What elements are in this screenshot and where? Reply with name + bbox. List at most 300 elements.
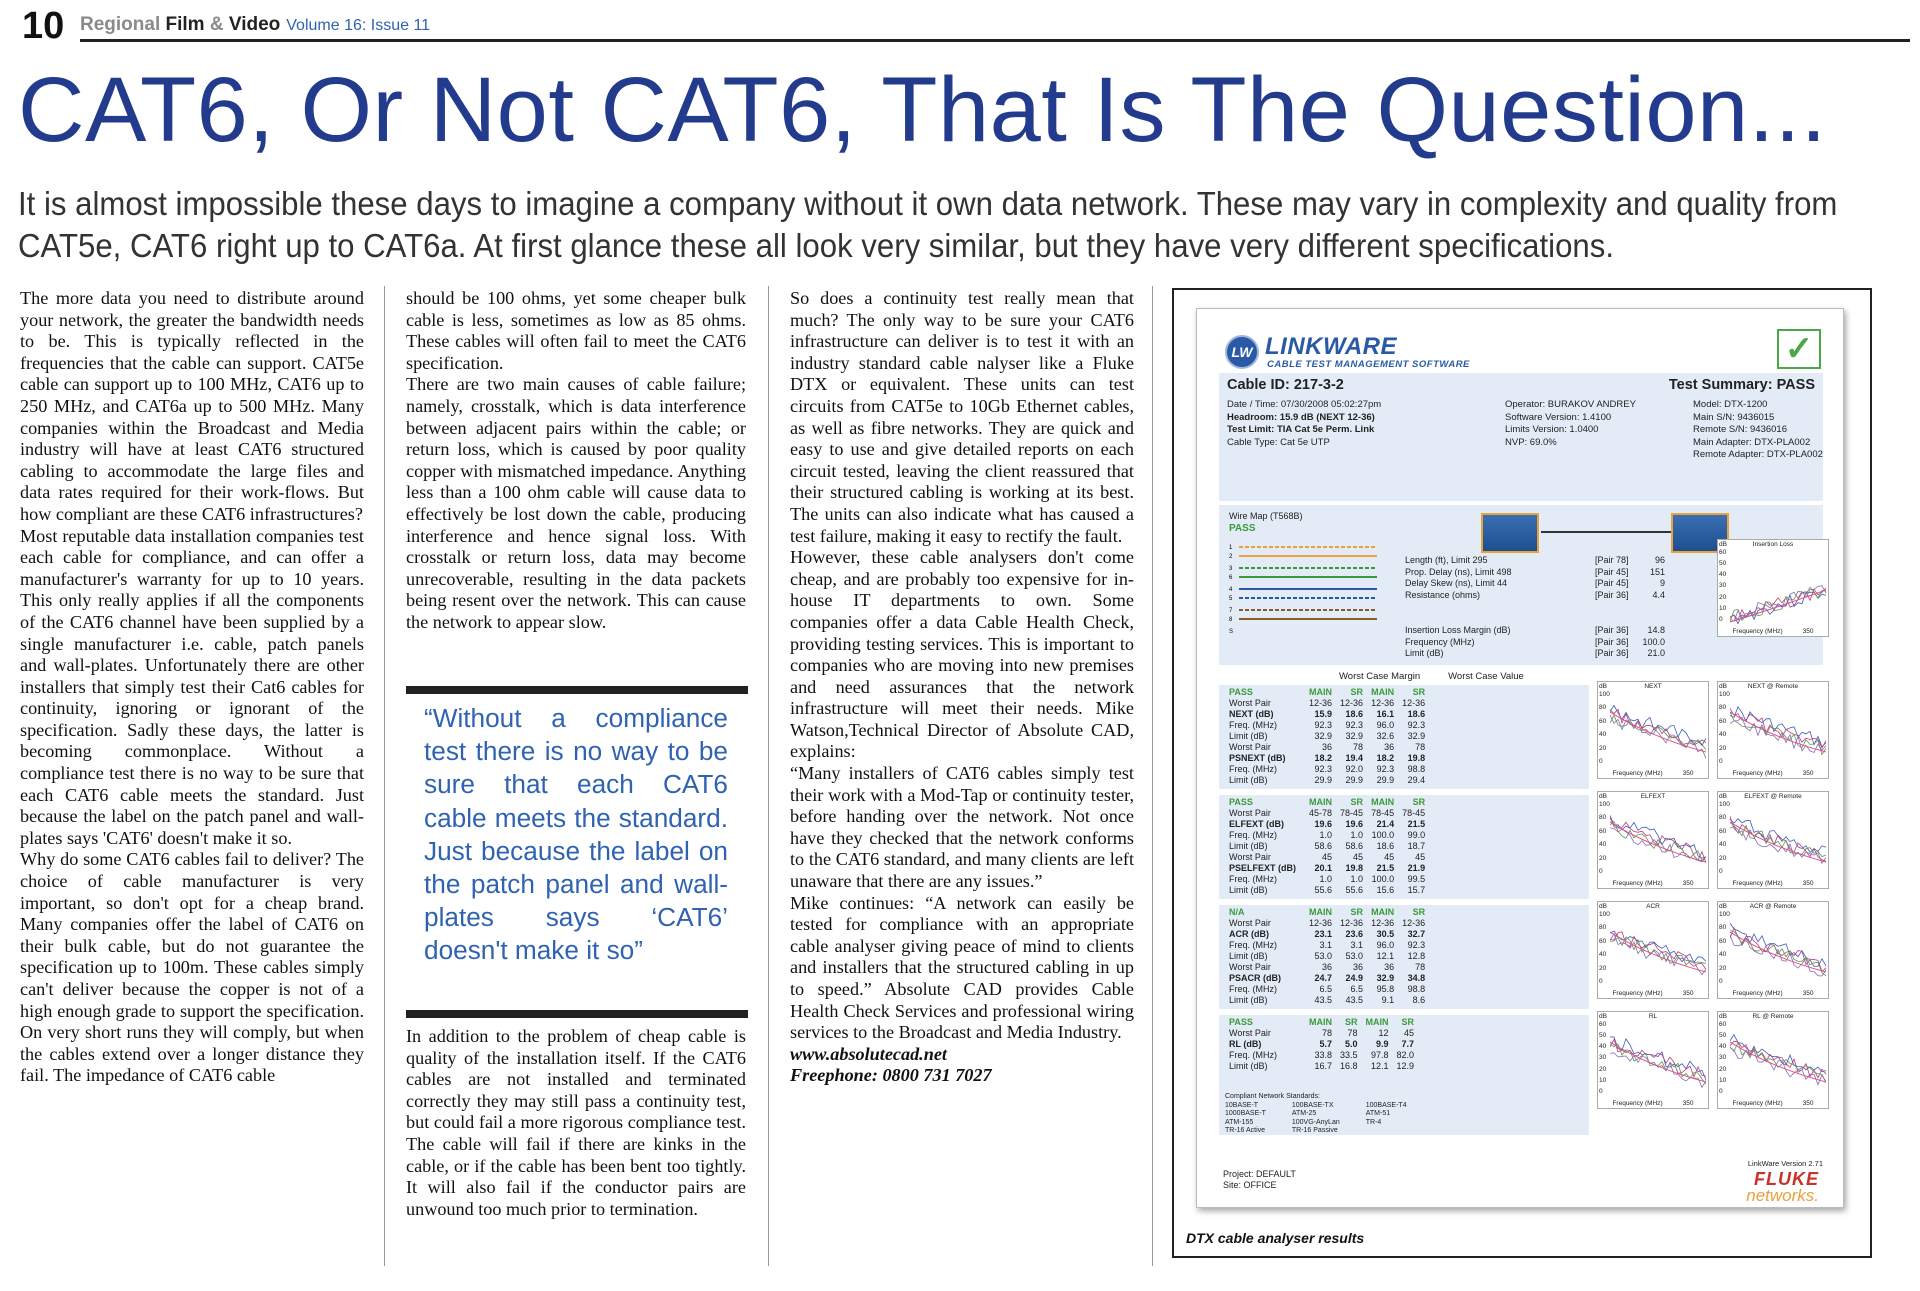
table-cell: 29.4	[1407, 775, 1426, 785]
table-cell: SR	[1350, 687, 1364, 697]
table-row	[1225, 918, 1429, 929]
chart-ytick: 60	[1599, 937, 1607, 945]
summary-line: Limits Version: 1.0400	[1505, 424, 1599, 435]
site-name: Site: OFFICE	[1223, 1180, 1277, 1190]
chart-ytick: 0	[1719, 1087, 1723, 1095]
summary-line: Operator: BURAKOV ANDREY	[1505, 399, 1636, 410]
table-cell: 100.0	[1371, 830, 1395, 840]
table-cell: MAIN	[1371, 687, 1395, 697]
paragraph: Why do some CAT6 cables fail to deliver? The choice of cable manufacturer is very important, so don't opt for a cheap brand. Many companies offer the label of CAT6 on their bulk cable, but do not guarantee the specification up to 100m. These cables simply can't deliver because the copper is not of a high enough grade to support the specification. On very short runs they will comply, but when the cables extend over a longer distance they fail. The impedance of CAT6 cable	[20, 849, 364, 1086]
table-cell: 45	[1415, 852, 1426, 862]
chart-title: ELFEXT	[1640, 793, 1666, 800]
stat-row: Length (ft), Limit 295 [Pair 78] 96	[1405, 555, 1665, 565]
chart-xlabel: Frequency (MHz) 350	[1732, 628, 1814, 635]
chart-ytick: 0	[1719, 977, 1723, 985]
chart-ytick: 60	[1719, 549, 1727, 556]
fluke-networks-logo	[1746, 1169, 1819, 1206]
table-cell: SR	[1345, 1017, 1358, 1027]
table-cell: 24.9	[1345, 973, 1364, 983]
chart-series-line	[1610, 705, 1706, 745]
table-cell: SR	[1350, 907, 1364, 917]
summary-line: Test Limit: TIA Cat 5e Perm. Link	[1227, 424, 1375, 435]
table-cell: Limit (dB)	[1229, 731, 1268, 741]
table-cell: Freq. (MHz)	[1229, 830, 1277, 840]
pin-label: 7	[1229, 608, 1233, 614]
table-cell: 92.3	[1314, 720, 1333, 730]
chart-yunit: dB	[1719, 541, 1727, 548]
table-cell: RL (dB)	[1229, 1039, 1262, 1049]
pin-label: 3	[1229, 566, 1233, 572]
table-cell: 82.0	[1396, 1050, 1415, 1060]
table-headers	[1339, 671, 1524, 682]
table-cell: 98.8	[1407, 984, 1426, 994]
table-row	[1225, 819, 1429, 830]
linkware-report	[1196, 308, 1844, 1208]
chart-ytick: 80	[1599, 704, 1607, 712]
chart-ytick: 10	[1719, 1076, 1727, 1084]
chart-series-line	[1610, 1037, 1706, 1080]
standards-title: Compliant Network Standards:	[1225, 1093, 1320, 1100]
project-name: Project: DEFAULT	[1223, 1169, 1296, 1179]
chart-insertion-loss	[1717, 539, 1829, 637]
table-cell: 78	[1353, 742, 1364, 752]
table-cell: 99.5	[1407, 874, 1426, 884]
table-cell: 12.8	[1407, 951, 1426, 961]
table-cell: Worst Pair	[1229, 852, 1271, 862]
chart-ytick: 80	[1599, 924, 1607, 932]
table-cell: 78	[1347, 1028, 1358, 1038]
table-cell: 5.0	[1345, 1039, 1358, 1049]
chart-ytick: 0	[1599, 867, 1603, 875]
chart-xlabel: Frequency (MHz) 350	[1612, 770, 1694, 777]
paragraph: So does a continuity test really mean that much? The only way to be sure your CAT6 infrastructure can deliver is to test it with an industry standard cable nalyser like a Fluke DTX or equivalent. These units can test circuits from CAT5e to 10Gb Ethernet cables, as well as fibre networks. They are quick and easy to use and give detailed reports on each circuit tested, leaving the client reassured that their structured cabling is working at its best. The units can also indicate what has caused a test failure, making it easy to rectify the fault.	[790, 288, 1134, 546]
main-tester-icon	[1481, 513, 1539, 553]
chart-series-line	[1730, 1042, 1826, 1082]
chart-xlabel: Frequency (MHz) 350	[1732, 990, 1814, 997]
chart-ytick: 40	[1599, 731, 1607, 739]
summary-left	[1227, 399, 1381, 449]
chart-plot	[1730, 912, 1826, 986]
cable-link	[1541, 531, 1671, 533]
table-cell: Limit (dB)	[1229, 951, 1268, 961]
chart-xlabel: Frequency (MHz) 350	[1732, 1100, 1814, 1107]
chart-title: Insertion Loss	[1752, 541, 1794, 548]
wire-stats	[1405, 555, 1665, 601]
table-cell: 16.8	[1340, 1061, 1358, 1071]
chart-series-line	[1730, 717, 1826, 752]
chart-plot	[1610, 1022, 1706, 1096]
table-cell: 1.0	[1319, 874, 1333, 884]
table-cell: 21.5	[1376, 863, 1395, 873]
table-cell: MAIN	[1309, 907, 1333, 917]
pin-label: 8	[1229, 617, 1233, 623]
pin-label: S	[1229, 629, 1234, 635]
table-cell: 55.6	[1345, 885, 1364, 895]
col-header: Worst Case Margin	[1339, 671, 1421, 682]
chart-elfext	[1597, 791, 1709, 889]
wire-map-title: Wire Map (T568B)	[1229, 511, 1303, 521]
table-row	[1225, 1061, 1418, 1072]
table-row	[1225, 929, 1429, 940]
table-cell: 15.9	[1314, 709, 1333, 719]
table-cell: 92.3	[1407, 940, 1426, 950]
table-cell: Worst Pair	[1229, 698, 1271, 708]
table-cell: MAIN	[1309, 1017, 1332, 1027]
summary-line: Software Version: 1.4100	[1505, 411, 1612, 423]
table-row	[1225, 709, 1429, 720]
result-block-elfext	[1219, 795, 1589, 899]
paragraph: should be 100 ohms, yet some cheaper bulk cable is less, sometimes as low as 85 ohms. These cables will often fail to meet the CAT6 specification.	[406, 288, 746, 373]
table-cell: Worst Pair	[1229, 808, 1271, 818]
chart-ytick: 100	[1719, 911, 1730, 918]
page-number: 10	[22, 5, 65, 47]
table-cell: 53.0	[1345, 951, 1364, 961]
chart-ytick: 20	[1599, 1065, 1607, 1073]
table-row	[1225, 940, 1429, 951]
table-cell: 18.6	[1407, 709, 1426, 719]
table-cell: Worst Pair	[1229, 742, 1271, 752]
pin-label: 2	[1229, 554, 1233, 560]
chart-yunit: dB	[1599, 1013, 1607, 1020]
table-cell: 98.8	[1407, 764, 1426, 774]
table-cell: PASS	[1229, 687, 1253, 697]
summary-right	[1693, 399, 1823, 462]
table-cell: 32.9	[1314, 731, 1333, 741]
table-cell: 12-36	[1340, 698, 1364, 708]
chart-ytick: 50	[1599, 1032, 1607, 1040]
fluke-wordmark: FLUKE	[1754, 1169, 1819, 1189]
chart-limit-line	[1610, 932, 1706, 972]
chart-ytick: 40	[1599, 951, 1607, 959]
table-cell: 15.6	[1376, 885, 1395, 895]
table-cell: Limit (dB)	[1229, 841, 1268, 851]
paragraph: The more data you need to distribute around your network, the greater the bandwidth needs to be. This is typically reflected in the frequencies that the cable can support. CAT5e cable can support up to 100 MHz, CAT6 up to 250 MHz, and CAT6a up to 500 MHz. Many companies within the Broadcast and Media industry will have at least CAT6 structured cabling to accommodate the large files and data rates required for their work-flows. But how compliant are these CAT6 infrastructures?	[20, 288, 364, 524]
table-cell: PSELFEXT (dB)	[1229, 863, 1296, 873]
chart-rl	[1597, 1011, 1709, 1109]
table-cell: 78-45	[1371, 808, 1395, 818]
table-cell: 12-36	[1340, 918, 1364, 928]
table-cell: 18.6	[1376, 841, 1395, 851]
linkware-brand: LINKWARE	[1265, 333, 1397, 360]
table-cell: 21.9	[1407, 863, 1426, 873]
chart-limit-line	[1730, 932, 1826, 972]
chart-plot	[1610, 692, 1706, 766]
table-cell: 53.0	[1314, 951, 1333, 961]
insertion-stats	[1405, 625, 1665, 660]
summary-line: Headroom: 15.9 dB (NEXT 12-36)	[1227, 411, 1375, 423]
chart-ytick: 100	[1719, 801, 1730, 808]
table-cell: 19.6	[1314, 819, 1333, 829]
chart-ytick: 60	[1599, 717, 1607, 725]
chart-xlabel: Frequency (MHz) 350	[1612, 990, 1694, 997]
chart-ytick: 40	[1719, 1043, 1727, 1051]
table-cell: 32.7	[1407, 929, 1426, 939]
table-cell: 32.6	[1376, 731, 1395, 741]
table-cell: PSNEXT (dB)	[1229, 753, 1286, 763]
test-summary-status: Test Summary: PASS	[1668, 377, 1815, 393]
chart-ytick: 40	[1719, 571, 1727, 579]
table-cell: 15.7	[1407, 885, 1426, 895]
table-cell: Freq. (MHz)	[1229, 720, 1277, 730]
table-cell: 78-45	[1340, 808, 1364, 818]
table-cell: Freq. (MHz)	[1229, 984, 1277, 994]
chart-title: RL	[1648, 1013, 1658, 1020]
table-cell: 43.5	[1345, 995, 1364, 1005]
headline: CAT6, Or Not CAT6, That Is The Question...	[18, 59, 1827, 161]
table-cell: 12-36	[1309, 918, 1333, 928]
table-row	[1225, 830, 1429, 841]
paragraph: There are two main causes of cable failure; namely, crosstalk, which is data interference between adjacent pairs within the cable; or return loss, which is caused by poor quality copper with mismatched impedance. Anything less than a 100 ohm cable will cause data to effectively be lost down the cable, producing interference and hence signal loss. With crosstalk or return loss, data may become unrecoverable, resulting in the data packets being resent over the network. This can cause the network to appear slow.	[406, 374, 746, 632]
column-rule-1	[384, 286, 385, 1266]
table-cell: 23.1	[1314, 929, 1333, 939]
table-cell: 18.2	[1314, 753, 1333, 763]
summary-line: Cable Type: Cat 5e UTP	[1227, 436, 1330, 448]
chart-ytick: 0	[1719, 757, 1723, 765]
table-cell: Freq. (MHz)	[1229, 764, 1277, 774]
pin-label: 4	[1229, 587, 1233, 593]
result-block-next	[1219, 671, 1589, 789]
chart-title: NEXT @ Remote	[1747, 683, 1799, 690]
linkware-version: LinkWare Version 2.71	[1747, 1159, 1823, 1168]
paragraph: Most reputable data installation companies test each cable for compliance, and can offer a manufacturer's warranty for up to 10 years. This only really applies if all the components of the CAT6 channel have been supplied by a single manufacturer i.e. cable, patch panels and wall-plates. Unfortunately there are other installers that simply test their Cat6 cables for continuity, ignoring or ignorant of the specification. Sadly these days, the latter is becoming commonplace. Without a compliance test there is no way to be sure that each CAT6 cable meets the standard. Just because the label on the patch panel and wall-plates says 'CAT6' doesn't make it so.	[20, 525, 364, 848]
table-cell: 29.9	[1314, 775, 1333, 785]
table-cell: 78	[1415, 742, 1426, 752]
chart-ytick: 0	[1599, 1087, 1603, 1095]
website-link[interactable]: www.absolutecad.net	[790, 1043, 947, 1064]
pub-video: Video	[228, 14, 281, 35]
table-cell: Limit (dB)	[1229, 885, 1268, 895]
pub-amp: &	[204, 14, 229, 35]
figure-caption: DTX cable analyser results	[1186, 1230, 1365, 1246]
table-cell: Freq. (MHz)	[1229, 940, 1277, 950]
chart-series-line	[1610, 932, 1706, 970]
summary-line: Model: DTX-1200	[1693, 399, 1768, 410]
chart-title: RL @ Remote	[1752, 1013, 1794, 1020]
table-cell: 9.1	[1381, 995, 1395, 1005]
table-cell: Limit (dB)	[1229, 995, 1268, 1005]
chart-ytick: 20	[1599, 854, 1607, 862]
table-cell: 21.4	[1376, 819, 1395, 829]
pin-label: 6	[1229, 575, 1233, 581]
chart-rl-remote	[1717, 1011, 1829, 1109]
table-row	[1225, 951, 1429, 962]
table-row	[1225, 863, 1429, 874]
test-summary-panel	[1219, 373, 1823, 501]
table-cell: 45	[1384, 852, 1395, 862]
summary-line: Main S/N: 9436015	[1693, 411, 1775, 423]
table-row	[1225, 753, 1429, 764]
paragraph: Mike continues: “A network can easily be tested for compliance with an appropriate cable analyser giving peace of mind to clients and installers that the structured cabling in up to speed.” Absolute CAD provides Cable Health Check Services and professional wiring services to the Broadcast and Media Industry.	[790, 892, 1134, 1043]
chart-ytick: 20	[1719, 854, 1727, 862]
stat-row: Limit (dB) [Pair 36] 21.0	[1405, 648, 1665, 658]
chart-ytick: 0	[1599, 757, 1603, 765]
table-cell: 92.3	[1345, 720, 1364, 730]
chart-title: NEXT	[1644, 683, 1662, 690]
table-cell: 12-36	[1309, 698, 1333, 708]
table-row	[1225, 1050, 1418, 1061]
table-cell: 36	[1322, 962, 1333, 972]
chart-ytick: 60	[1719, 937, 1727, 945]
freephone-number: Freephone: 0800 731 7027	[790, 1065, 992, 1086]
table-row	[1225, 852, 1429, 863]
chart-elfext-remote	[1717, 791, 1829, 889]
chart-ytick: 30	[1599, 1054, 1607, 1062]
chart-xlabel: Frequency (MHz) 350	[1612, 880, 1694, 887]
chart-series-line	[1610, 815, 1706, 858]
table-cell: ELFEXT (dB)	[1229, 819, 1284, 829]
table-cell: Limit (dB)	[1229, 775, 1268, 785]
summary-line: Remote S/N: 9436016	[1693, 424, 1788, 435]
chart-ytick: 20	[1719, 593, 1727, 601]
chart-yunit: dB	[1599, 903, 1607, 910]
table-cell: MAIN	[1309, 687, 1333, 697]
table-cell: 12-36	[1371, 698, 1395, 708]
table-cell: 18.2	[1376, 753, 1395, 763]
table-cell: MAIN	[1371, 797, 1395, 807]
table-cell: 18.6	[1345, 709, 1364, 719]
chart-plot	[1730, 802, 1826, 876]
chart-ytick: 60	[1719, 827, 1727, 835]
table-cell: 29.9	[1376, 775, 1395, 785]
table-cell: 16.1	[1376, 709, 1395, 719]
table-cell: 30.5	[1376, 929, 1395, 939]
table-row	[1225, 885, 1429, 896]
table-cell: 19.4	[1345, 753, 1364, 763]
table-cell: 12-36	[1371, 918, 1395, 928]
chart-ytick: 20	[1719, 964, 1727, 972]
chart-ytick: 20	[1719, 1065, 1727, 1073]
table-cell: 24.7	[1314, 973, 1333, 983]
table-row	[1225, 797, 1429, 808]
table-cell: PASS	[1229, 797, 1253, 807]
compliant-standards: Compliant Network Standards: 10BASE-T 1000BASE-T ATM-155 TR-16 Active 100BASE-TX ATM-25 100VG-AnyLan TR-16 Passive 100BASE-T4 ATM-51 TR-4	[1225, 1093, 1407, 1135]
table-cell: 45-78	[1309, 808, 1333, 818]
chart-limit-line	[1730, 822, 1826, 862]
pull-quote-top-rule	[406, 686, 748, 694]
paragraph: However, these cable analysers don't come cheap, and are probably too expensive for in-house IT departments to own. Some companies offer a data Cable Health Check, providing testing services. This is important to companies who are moving into new premises and need assurances that the network infrastructure will meet their needs. Mike Watson,Technical Director of Absolute CAD, explains:	[790, 547, 1134, 762]
chart-ytick: 20	[1599, 744, 1607, 752]
chart-yunit: dB	[1599, 683, 1607, 690]
summary-line: Remote Adapter: DTX-PLA002	[1693, 449, 1823, 460]
pull-quote-bottom-rule	[406, 1010, 748, 1018]
chart-ytick: 80	[1719, 704, 1727, 712]
chart-ytick: 40	[1719, 841, 1727, 849]
chart-plot	[1730, 692, 1826, 766]
table-cell: MAIN	[1371, 907, 1395, 917]
wire-map-diagram	[1227, 541, 1387, 641]
chart-ytick: 60	[1719, 717, 1727, 725]
table-row	[1225, 775, 1429, 786]
article-column-1	[20, 288, 364, 1087]
table-row	[1225, 973, 1429, 984]
table-cell: 58.6	[1314, 841, 1333, 851]
table-cell: SR	[1350, 797, 1364, 807]
chart-ytick: 20	[1719, 744, 1727, 752]
pub-regional: Regional	[80, 14, 166, 35]
table-cell: SR	[1412, 797, 1426, 807]
pull-quote: “Without a compliance test there is no way to be sure that each CAT6 cable meets the standard. Just because the label on the patch panel and wall-plates says ‘CAT6’ doesn't make it so”	[424, 703, 728, 966]
chart-ytick: 100	[1719, 691, 1730, 698]
table-cell: 55.6	[1314, 885, 1333, 895]
pin-label: 1	[1229, 545, 1233, 551]
chart-ytick: 50	[1719, 1032, 1727, 1040]
table-cell: 99.0	[1407, 830, 1426, 840]
chart-ytick: 40	[1599, 841, 1607, 849]
wire-map-pass: PASS	[1229, 523, 1256, 534]
chart-plot	[1610, 912, 1706, 986]
table-cell: 12-36	[1402, 698, 1426, 708]
table-cell: Limit (dB)	[1229, 1061, 1268, 1071]
chart-yunit: dB	[1599, 793, 1607, 800]
table-cell: SR	[1401, 1017, 1415, 1027]
table-cell: 33.8	[1314, 1050, 1332, 1060]
chart-ytick: 0	[1719, 615, 1723, 623]
table-cell: 43.5	[1314, 995, 1333, 1005]
table-cell: 36	[1353, 962, 1364, 972]
paragraph: In addition to the problem of cheap cable is quality of the installation itself. If the CAT6 cables are not installed and terminated correctly they may still pass a continuity test, but could fail a more rigorous compliance test. The cable will fail if there are kinks in the cable, or if the cable has been bent too tightly. It will also fail if the conductor pairs are unwound too much prior to termination.	[406, 1026, 746, 1219]
table-row	[1225, 1028, 1418, 1039]
table-row	[1225, 687, 1429, 698]
table-row	[1225, 720, 1429, 731]
table-cell: 6.5	[1319, 984, 1333, 994]
pass-check-icon: ✓	[1777, 329, 1821, 369]
chart-ytick: 0	[1599, 977, 1603, 985]
table-row	[1225, 764, 1429, 775]
summary-line: NVP: 69.0%	[1505, 436, 1557, 448]
chart-yunit: dB	[1719, 793, 1727, 800]
table-cell: 16.7	[1314, 1061, 1332, 1071]
table-next	[1225, 687, 1429, 786]
table-cell: 36	[1384, 742, 1395, 752]
table-row	[1225, 742, 1429, 753]
table-cell: 92.3	[1314, 764, 1333, 774]
table-row	[1225, 984, 1429, 995]
chart-series-line	[1730, 1041, 1826, 1078]
chart-series-line	[1730, 935, 1826, 976]
table-cell: N/A	[1229, 907, 1245, 917]
chart-title: ACR @ Remote	[1749, 903, 1797, 910]
cable-id: Cable ID: 217-3-2	[1227, 377, 1344, 393]
col-header: Worst Case Value	[1448, 671, 1524, 682]
table-rl	[1225, 1017, 1418, 1072]
masthead-rule	[80, 39, 1910, 42]
linkware-subtitle: CABLE TEST MANAGEMENT SOFTWARE	[1267, 359, 1470, 370]
chart-ytick: 50	[1719, 560, 1727, 568]
chart-ytick: 40	[1599, 1043, 1607, 1051]
table-cell: 18.7	[1407, 841, 1426, 851]
chart-ytick: 60	[1599, 827, 1607, 835]
chart-yunit: dB	[1719, 903, 1727, 910]
table-cell: 33.5	[1340, 1050, 1358, 1060]
chart-ytick: 100	[1599, 691, 1610, 698]
summary-line: Main Adapter: DTX-PLA002	[1693, 436, 1811, 448]
chart-title: ELFEXT @ Remote	[1744, 793, 1802, 800]
chart-acr	[1597, 901, 1709, 999]
table-cell: SR	[1412, 907, 1426, 917]
chart-next	[1597, 681, 1709, 779]
chart-series-line	[1610, 715, 1706, 759]
table-cell: 58.6	[1345, 841, 1364, 851]
chart-ytick: 80	[1719, 924, 1727, 932]
chart-plot	[1730, 1022, 1826, 1096]
chart-limit-line	[1730, 590, 1826, 622]
chart-ytick: 30	[1719, 1054, 1727, 1062]
table-cell: 3.1	[1350, 940, 1364, 950]
chart-yunit: dB	[1719, 683, 1727, 690]
table-cell: 78-45	[1402, 808, 1426, 818]
publication-name	[80, 14, 430, 36]
table-cell: 1.0	[1350, 830, 1364, 840]
